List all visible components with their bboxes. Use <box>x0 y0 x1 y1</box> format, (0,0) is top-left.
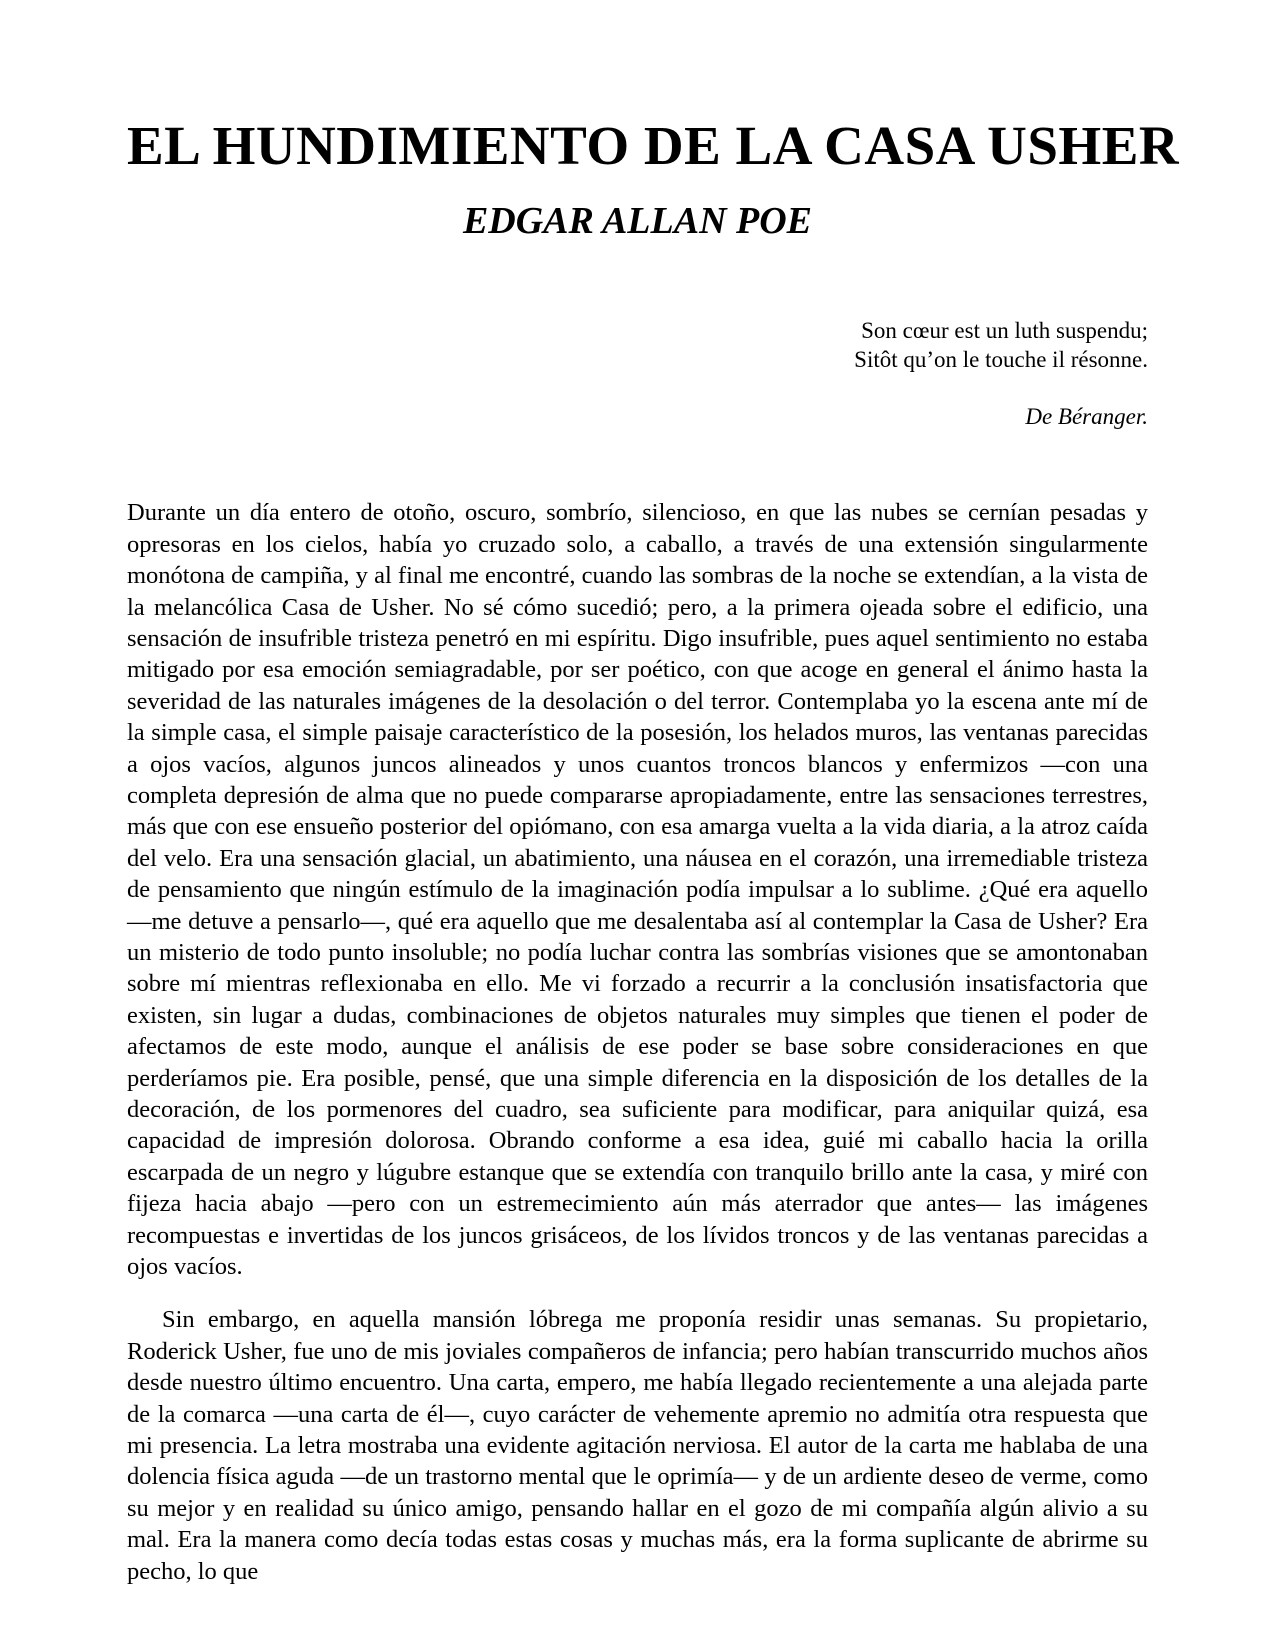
epigraph-attribution: De Béranger. <box>1025 404 1148 430</box>
epigraph-line-1: Son cœur est un luth suspendu; <box>861 318 1148 344</box>
body-paragraph-2: Sin embargo, en aquella mansión lóbrega me proponía residir unas semanas. Su propietario, Roderick Usher, fue uno de mis joviales compañeros de infancia; pero habían transcurrido muchos años desde nuestro último encuentro. Una carta, empero, me había llegado recientemente a una alejada parte de la comarca —una carta de él—, cuyo carácter de vehemente apremio no admitía otra respuesta que mi presencia. La letra mostraba una evidente agitación nerviosa. El autor de la carta me hablaba de una dolencia física aguda —de un trastorno mental que le oprimía— y de un ardiente deseo de verme, como su mejor y en realidad su único amigo, pensando hallar en el gozo de mi compañía algún alivio a su mal. Era la manera como decía todas estas cosas y muchas más, era la forma suplicante de abrirme su pecho, lo que <box>127 1306 1148 1585</box>
document-title: EL HUNDIMIENTO DE LA CASA USHER <box>127 115 1180 176</box>
epigraph <box>127 316 1148 374</box>
body-paragraph-1: Durante un día entero de otoño, oscuro, sombrío, silencioso, en que las nubes se cernían pesadas y opresoras en los cielos, había yo cruzado solo, a caballo, a través de una extensión singularmente monótona de campiña, y al final me encontré, cuando las sombras de la noche se extendían, a la vista de la melancólica Casa de Usher. No sé cómo sucedió; pero, a la primera ojeada sobre el edificio, una sensación de insufrible tristeza penetró en mi espíritu. Digo insufrible, pues aquel sentimiento no estaba mitigado por esa emoción semiagradable, por ser poético, con que acoge en general el ánimo hasta la severidad de las naturales imágenes de la desolación o del terror. Contemplaba yo la escena ante mí de la simple casa, el simple paisaje característico de la posesión, los helados muros, las ventanas parecidas a ojos vacíos, algunos juncos alineados y unos cuantos troncos blancos y enfermizos —con una completa depresión de alma que no puede compararse apropiadamente, entre las sensaciones terrestres, más que con ese ensueño posterior del opiómano, con esa amarga vuelta a la vida diaria, a la atroz caída del velo. Era una sensación glacial, un abatimiento, una náusea en el corazón, una irremediable tristeza de pensamiento que ningún estímulo de la imaginación podía impulsar a lo sublime. ¿Qué era aquello —me detuve a pensarlo—, qué era aquello que me desalentaba así al contemplar la Casa de Usher? Era un misterio de todo punto insoluble; no podía luchar contra las sombrías visiones que se amontonaban sobre mí mientras reflexionaba en ello. Me vi forzado a recurrir a la conclusión insatisfactoria que existen, sin lugar a dudas, combinaciones de objetos naturales muy simples que tienen el poder de afectamos de este modo, aunque el análisis de ese poder se base sobre consideraciones en que perderíamos pie. Era posible, pensé, que una simple diferencia en la disposición de los detalles de la decoración, de los pormenores del cuadro, sea suficiente para modificar, para aniquilar quizá, esa capacidad de impresión dolorosa. Obrando conforme a esa idea, guié mi caballo hacia la orilla escarpada de un negro y lúgubre estanque que se extendía con tranquilo brillo ante la casa, y miré con fijeza hacia abajo —pero con un estremecimiento aún más aterrador que antes— las imágenes recompuestas e invertidas de los juncos grisáceos, de los lívidos troncos y de las ventanas parecidas a ojos vacíos. <box>127 499 1148 1281</box>
epigraph-line-2: Sitôt qu’on le touche il résonne. <box>854 347 1148 373</box>
document-author: EDGAR ALLAN POE <box>462 199 813 242</box>
